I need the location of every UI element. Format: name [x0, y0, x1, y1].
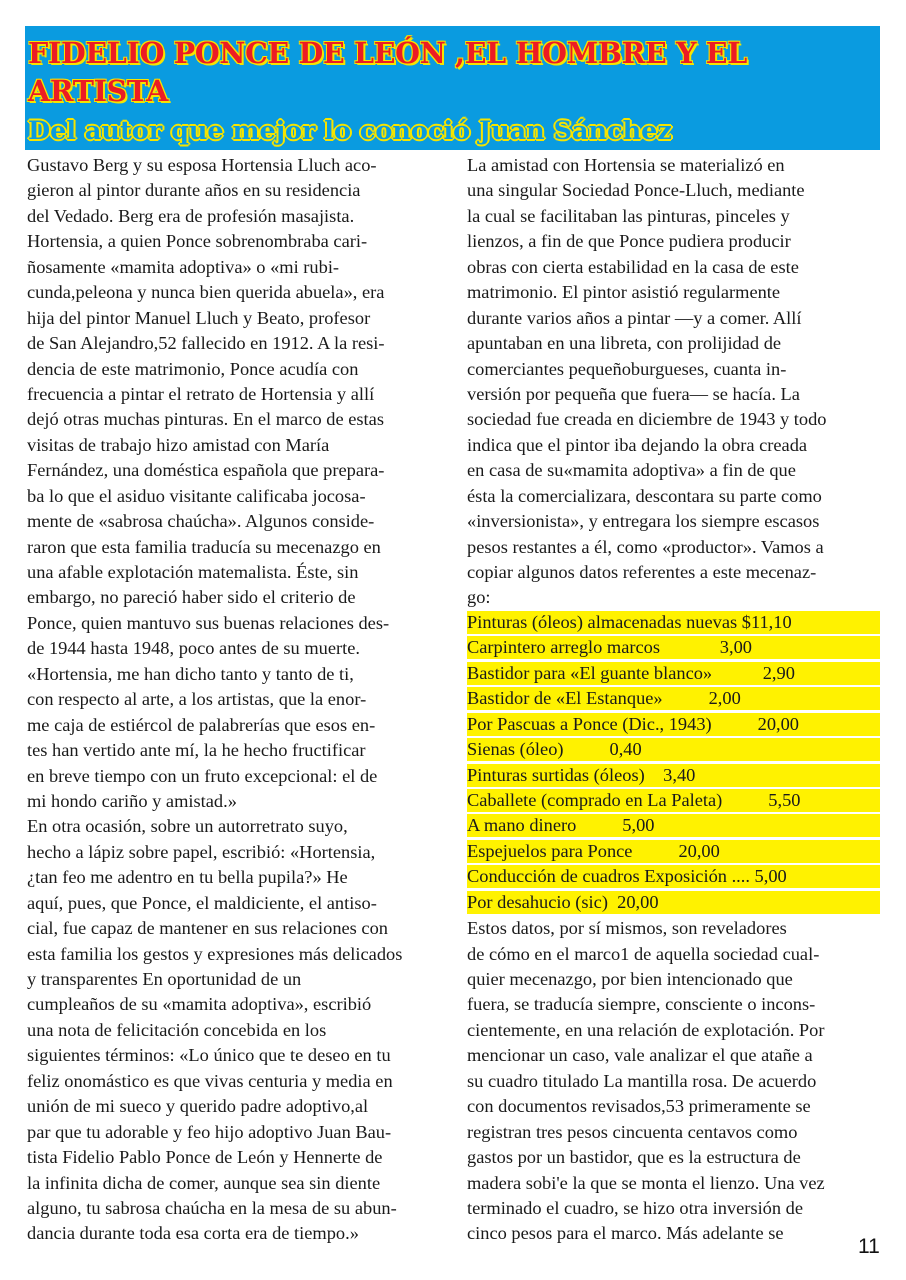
text-line: cinco pesos para el marco. Más adelante se [467, 1223, 784, 1244]
text-line: gieron al pintor durante años en su residencia [27, 180, 361, 201]
text-line: terminado el cuadro, se hizo otra inversión de [467, 1197, 804, 1218]
text-line: indica que el pintor iba dejando la obra creada [467, 434, 808, 455]
text-line: hija del pintor Manuel Lluch y Beato, profesor [27, 307, 371, 328]
text-line: par que tu adorable y feo hijo adoptivo Juan Bau- [27, 1121, 392, 1142]
article-title: FIDELIO PONCE DE LEÓN ,EL HOMBRE Y EL ARTISTA [28, 36, 747, 108]
ledger-row: Caballete (comprado en La Paleta) 5,50 [467, 789, 880, 812]
text-line: ñosamente «mamita adoptiva» o «mi rubi- [27, 256, 340, 277]
text-line: tes han vertido ante mí, la he hecho fructificar [27, 740, 366, 761]
text-line: copiar algunos datos referentes a este mecenaz- [467, 562, 817, 582]
text-line: «inversionista», y entregara los siempre escasos [467, 511, 820, 532]
ledger-row: Sienas (óleo) 0,40 [467, 738, 880, 761]
text-line: aquí, pues, que Ponce, el maldiciente, el antiso- [27, 892, 377, 913]
text-line: de cómo en el marco1 de aquella sociedad cual- [467, 943, 820, 964]
text-line: raron que esta familia traducía su mecenazgo en [27, 536, 381, 557]
text-line: cial, fue capaz de mantener en sus relaciones con [27, 918, 388, 939]
ledger-row: Pinturas surtidas (óleos) 3,40 [467, 764, 880, 787]
text-line: registran tres pesos cincuenta centavos como [467, 1121, 798, 1142]
text-line: con respecto al arte, a los artistas, que la enor- [27, 689, 367, 710]
right-intro-text [467, 153, 880, 611]
text-line: quier mecenazgo, por bien intencionado que [467, 969, 793, 989]
text-line: del Vedado. Berg era de profesión masajista. [27, 205, 355, 226]
text-line: y transparentes En oportunidad de un [27, 969, 302, 989]
page-number: 11 [858, 1235, 880, 1258]
text-line: una nota de felicitación concebida en los [27, 1019, 327, 1040]
ledger-row: Bastidor de «El Estanque» 2,00 [467, 687, 880, 710]
text-line: mi hondo cariño y amistad.» [27, 790, 237, 811]
ledger-row: Por desahucio (sic) 20,00 [467, 891, 880, 914]
text-line: hecho a lápiz sobre papel, escribió: «Hortensia, [27, 841, 376, 862]
left-text-column [27, 153, 459, 1247]
ledger-row: Bastidor para «El guante blanco» 2,90 [467, 662, 880, 685]
text-line: visitas de trabajo hizo amistad con María [27, 434, 330, 455]
expense-ledger [467, 611, 880, 914]
text-line: feliz onomástico es que vivas centuria y media en [27, 1070, 393, 1091]
text-line: su cuadro titulado La mantilla rosa. De acuerdo [467, 1070, 817, 1091]
text-line: lienzos, a fin de que Ponce pudiera producir [467, 231, 791, 252]
text-line: esta familia los gestos y expresiones más delicados [27, 943, 403, 964]
text-line: gastos por un bastidor, que es la estructura de [467, 1147, 801, 1168]
text-line: Gustavo Berg y su esposa Hortensia Lluch aco- [27, 155, 377, 175]
text-line: una afable explotación matemalista. Éste, sin [27, 562, 359, 582]
text-line: de 1944 hasta 1948, poco antes de su muerte. [27, 638, 360, 659]
text-line: go: [467, 587, 491, 608]
text-line: En otra ocasión, sobre un autorretrato suyo, [27, 816, 348, 837]
text-line: mencionar un caso, vale analizar el que atañe a [467, 1045, 813, 1066]
text-line: ¿tan feo me adentro en tu bella pupila?» He [27, 867, 348, 888]
text-line: pesos restantes a él, como «productor». Vamos a [467, 536, 824, 557]
ledger-row: Carpintero arreglo marcos 3,00 [467, 636, 880, 659]
right-outro-text [467, 916, 880, 1247]
text-line: sociedad fue creada en diciembre de 1943 y todo [467, 409, 827, 430]
text-line: cientemente, en una relación de explotación. Por [467, 1019, 825, 1040]
text-line: fuera, se traducía siempre, consciente o incons- [467, 994, 816, 1015]
ledger-row: Pinturas (óleos) almacenadas nuevas $11,10 [467, 611, 880, 634]
text-line: la cual se facilitaban las pinturas, pinceles y [467, 205, 790, 226]
text-line: en breve tiempo con un fruto excepcional: el de [27, 765, 378, 786]
text-line: Fernández, una doméstica española que prepara- [27, 460, 385, 481]
text-line: durante varios años a pintar —y a comer. Allí [467, 307, 802, 328]
text-line: de San Alejandro,52 fallecido en 1912. A la resi- [27, 333, 385, 354]
text-line: madera sobi'e la que se monta el lienzo. Una vez [467, 1172, 825, 1193]
text-line: embargo, no pareció haber sido el criterio de [27, 587, 356, 608]
text-line: unión de mi sueco y querido padre adoptivo,al [27, 1096, 369, 1117]
text-line: apuntaban en una libreta, con prolijidad de [467, 333, 782, 354]
ledger-row: Espejuelos para Ponce 20,00 [467, 840, 880, 863]
text-line: La amistad con Hortensia se materializó en [467, 155, 785, 175]
text-line: cunda,peleona y nunca bien querida abuela», era [27, 282, 385, 303]
right-text-column [467, 153, 880, 1247]
text-line: ésta la comercializara, descontara su parte como [467, 485, 822, 506]
text-line: con documentos revisados,53 primeramente se [467, 1096, 811, 1117]
text-line: Estos datos, por sí mismos, son reveladores [467, 918, 787, 939]
text-line: matrimonio. El pintor asistió regularmente [467, 282, 781, 303]
text-line: siguientes términos: «Lo único que te deseo en tu [27, 1045, 391, 1066]
text-line: una singular Sociedad Ponce-Lluch, mediante [467, 180, 805, 201]
text-line: dencia de este matrimonio, Ponce acudía con [27, 358, 359, 379]
text-line: comerciantes pequeñoburgueses, cuanta in- [467, 358, 787, 379]
text-line: tista Fidelio Pablo Ponce de León y Hennerte de [27, 1147, 383, 1168]
text-line: la infinita dicha de comer, aunque sea sin diente [27, 1172, 381, 1193]
text-line: cumpleaños de su «mamita adoptiva», escribió [27, 994, 372, 1015]
text-line: mente de «sabrosa chaúcha». Algunos conside- [27, 511, 375, 532]
text-line: dejó otras muchas pinturas. En el marco de estas [27, 409, 384, 430]
ledger-row: Conducción de cuadros Exposición .... 5,00 [467, 865, 880, 888]
text-line: me caja de estiércol de palabrerías que esos en- [27, 714, 376, 735]
text-line: dancia durante toda esa corta era de tiempo.» [27, 1223, 359, 1244]
article-subtitle: Del autor que mejor lo conoció Juan Sánchez [28, 116, 672, 146]
ledger-row: Por Pascuas a Ponce (Dic., 1943) 20,00 [467, 713, 880, 736]
text-line: frecuencia a pintar el retrato de Hortensia y allí [27, 383, 375, 404]
text-line: Ponce, quien mantuvo sus buenas relaciones des- [27, 612, 390, 633]
text-line: Hortensia, a quien Ponce sobrenombraba cari- [27, 231, 368, 252]
text-line: «Hortensia, me han dicho tanto y tanto de ti, [27, 663, 354, 684]
text-line: ba lo que el asiduo visitante calificaba jocosa- [27, 485, 366, 506]
text-line: versión por pequeña que fuera— se hacía. La [467, 383, 800, 404]
ledger-row: A mano dinero 5,00 [467, 814, 880, 837]
text-line: en casa de su«mamita adoptiva» a fin de que [467, 460, 796, 481]
text-line: obras con cierta estabilidad en la casa de este [467, 256, 799, 277]
text-line: alguno, tu sabrosa chaúcha en la mesa de su abun- [27, 1197, 397, 1218]
